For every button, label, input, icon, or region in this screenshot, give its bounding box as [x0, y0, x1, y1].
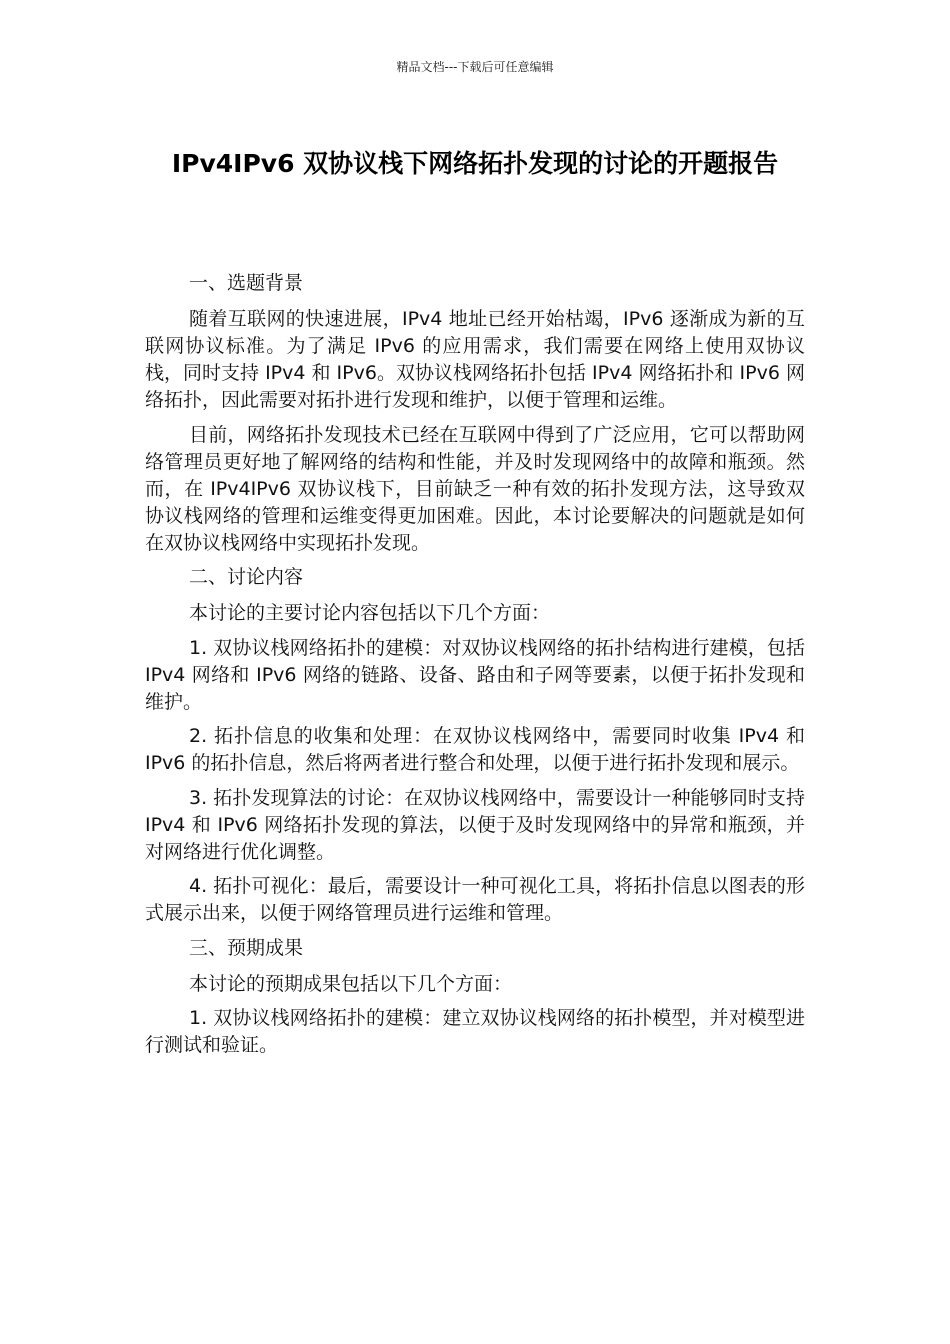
list-item-content-2: 2. 拓扑信息的收集和处理：在双协议栈网络中，需要同时收集 IPv4 和 IPv6 的拓扑信息，然后将两者进行整合和处理，以便于进行拓扑发现和展示。	[145, 725, 805, 774]
list-item-content-3: 3. 拓扑发现算法的讨论：在双协议栈网络中，需要设计一种能够同时支持 IPv4 和 IPv6 网络拓扑发现的算法，以便于及时发现网络中的异常和瓶颈，并对网络进行优化调整。	[145, 786, 805, 863]
section-heading-content: 二、讨论内容	[189, 566, 304, 588]
section-heading-outcomes: 三、预期成果	[189, 936, 304, 959]
document-title: IPv4IPv6 双协议栈下网络拓扑发现的讨论的开题报告	[171, 149, 779, 178]
section-heading-background: 一、选题背景	[189, 272, 304, 294]
paragraph-content-intro: 本讨论的主要讨论内容包括以下几个方面：	[189, 602, 551, 624]
document-body	[145, 270, 805, 1067]
list-item-content-4: 4. 拓扑可视化：最后，需要设计一种可视化工具，将拓扑信息以图表的形式展示出来，以便于网络管理员进行运维和管理。	[145, 875, 805, 924]
paragraph-outcomes-intro: 本讨论的预期成果包括以下几个方面：	[189, 972, 513, 995]
header-watermark: 精品文档---下载后可任意编辑	[396, 60, 554, 74]
paragraph-background-2: 目前，网络拓扑发现技术已经在互联网中得到了广泛应用，它可以帮助网络管理员更好地了解网络的结构和性能，并及时发现网络中的故障和瓶颈。然而，在 IPv4IPv6 双协议栈下，目前缺乏一种有效的拓扑发现方法，这导致双协议栈网络的管理和运维变得更加困难。因此，本讨论要解决的问题就是如何在双协议栈网络中实现拓扑发现。	[145, 423, 805, 554]
list-item-content-1: 1. 双协议栈网络拓扑的建模：对双协议栈网络的拓扑结构进行建模，包括 IPv4 网络和 IPv6 网络的链路、设备、路由和子网等要素，以便于拓扑发现和维护。	[145, 636, 805, 713]
paragraph-background-1: 随着互联网的快速进展，IPv4 地址已经开始枯竭，IPv6 逐渐成为新的互联网协议标准。为了满足 IPv6 的应用需求，我们需要在网络上使用双协议栈，同时支持 IPv4 和 IPv6。双协议栈网络拓扑包括 IPv4 网络拓扑和 IPv6 网络拓扑，因此需要对拓扑进行发现和维护，以便于管理和运维。	[145, 308, 805, 411]
list-item-outcomes-1: 1. 双协议栈网络拓扑的建模：建立双协议栈网络的拓扑模型，并对模型进行测试和验证。	[145, 1007, 805, 1056]
